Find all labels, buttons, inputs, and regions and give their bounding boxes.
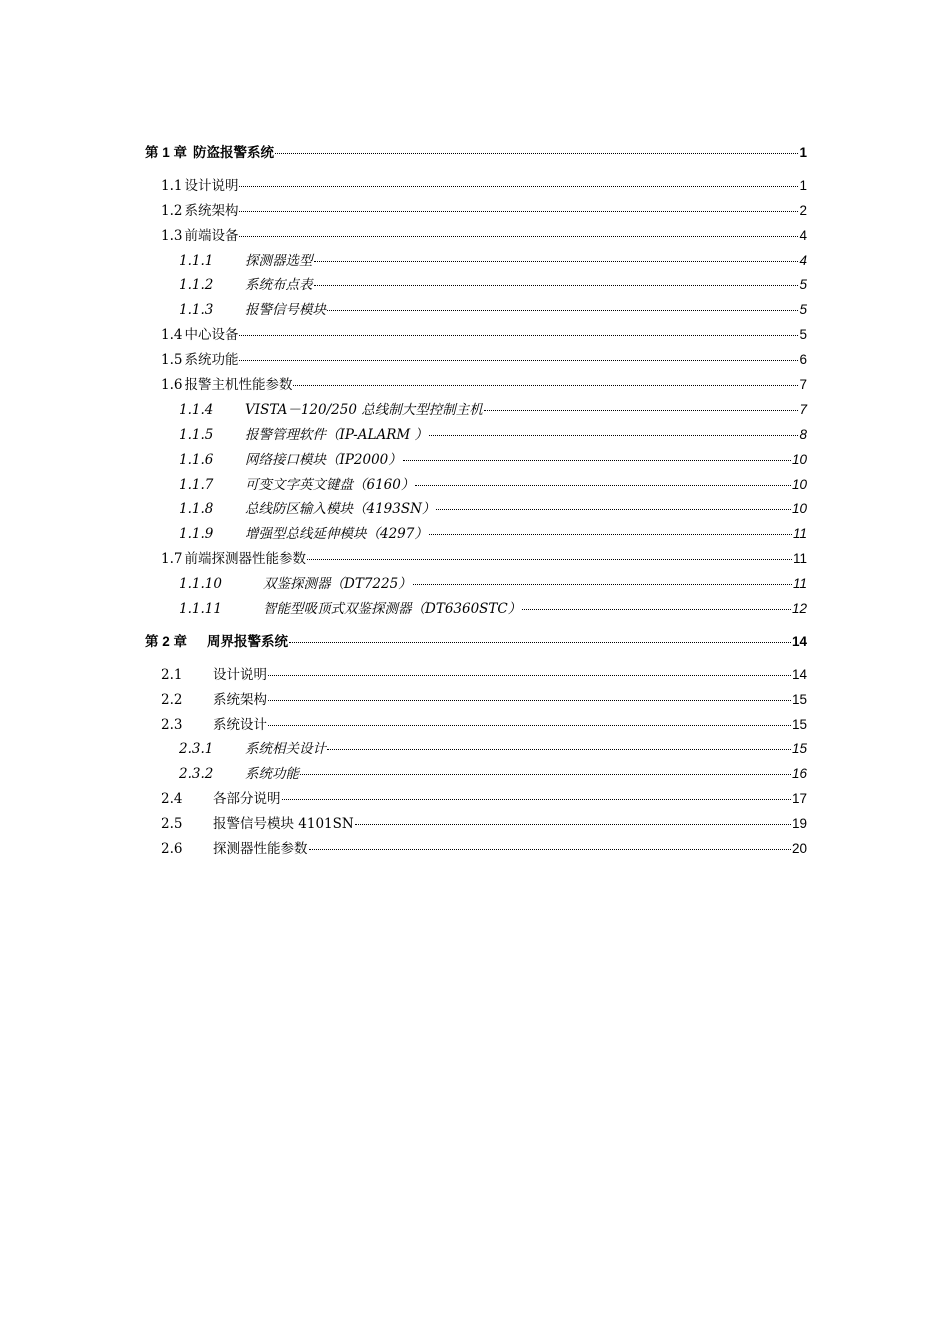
toc-entry-title: 可变文字英文键盘（6160） (245, 476, 415, 493)
toc-entry-number: 1.3 (161, 227, 183, 244)
dot-leader (355, 824, 791, 825)
toc-entry-title: 设计说明 (213, 666, 267, 683)
toc-section[interactable] (145, 787, 807, 812)
toc-entry-title: 报警主机性能参数 (184, 377, 293, 394)
toc-subsection[interactable] (145, 572, 807, 597)
toc-entry-number: 1.1.5 (179, 426, 214, 443)
toc-page-number: 11 (792, 526, 807, 542)
dot-leader (268, 700, 791, 701)
toc-page-number: 20 (791, 841, 807, 857)
table-of-contents (145, 133, 807, 862)
toc-entry-title: 报警信号模块 (245, 302, 326, 319)
toc-section[interactable] (145, 837, 807, 862)
toc-entry-title: 智能型吸顶式双鉴探测器（DT6360STC） (263, 601, 522, 618)
toc-chapter-2[interactable] (145, 630, 807, 655)
toc-page-number: 1 (799, 145, 807, 160)
dot-leader (522, 609, 791, 610)
toc-entry-title: 前端设备 (184, 227, 239, 244)
dot-leader (413, 584, 792, 585)
toc-chapter-1[interactable] (145, 141, 807, 166)
toc-entry-number: 2.1 (161, 666, 183, 683)
toc-page-number: 5 (799, 327, 807, 343)
toc-section[interactable] (145, 812, 807, 837)
toc-entry-number: 1.1.8 (179, 501, 214, 518)
toc-section[interactable] (145, 323, 807, 348)
toc-entry-title: 设计说明 (184, 177, 239, 194)
toc-entry-title: 系统设计 (213, 716, 267, 733)
toc-section[interactable] (145, 663, 807, 688)
toc-page-number: 15 (791, 741, 807, 757)
toc-subsection[interactable] (145, 273, 807, 298)
toc-page-number: 10 (791, 451, 807, 467)
toc-entry-number: 1.1.7 (179, 476, 214, 493)
toc-entry-title: 总线防区输入模块（4193SN） (245, 501, 436, 518)
dot-leader (239, 236, 798, 237)
dot-leader (403, 460, 791, 461)
toc-page-number: 16 (791, 766, 807, 782)
dot-leader (268, 675, 791, 676)
dot-leader (429, 534, 792, 535)
toc-entry-title: 网络接口模块（IP2000） (245, 451, 402, 468)
toc-page-number: 7 (799, 377, 807, 393)
toc-subsection[interactable] (145, 762, 807, 787)
dot-leader (327, 310, 798, 311)
toc-entry-title: 系统架构 (184, 202, 239, 219)
toc-entry-title: 前端探测器性能参数 (184, 551, 306, 568)
toc-entry-title: 系统功能 (245, 766, 299, 783)
toc-section[interactable] (145, 713, 807, 738)
toc-section[interactable] (145, 688, 807, 713)
toc-page-number: 15 (791, 716, 807, 732)
toc-subsection[interactable] (145, 737, 807, 762)
toc-entry-title: 中心设备 (184, 327, 239, 344)
toc-subsection[interactable] (145, 597, 807, 622)
toc-page-number: 2 (799, 202, 807, 218)
dot-leader (484, 410, 799, 411)
dot-leader (429, 435, 799, 436)
toc-entry-number: 1.7 (161, 551, 183, 568)
toc-section[interactable] (145, 373, 807, 398)
dot-leader (309, 849, 791, 850)
toc-entry-number: 2.3.2 (179, 766, 214, 783)
toc-entry-number: 1.1.2 (179, 277, 214, 294)
toc-page-number: 10 (791, 476, 807, 492)
toc-page-number: 12 (791, 601, 807, 617)
toc-chapter-2-items (145, 663, 807, 862)
dot-leader (239, 186, 798, 187)
toc-entry-number: 2.3 (161, 716, 183, 733)
toc-entry-number: 1.1.3 (179, 302, 214, 319)
toc-entry-title: 探测器性能参数 (213, 841, 308, 858)
toc-page-number: 7 (799, 401, 807, 417)
toc-entry-number: 1.1.4 (179, 401, 214, 418)
toc-section[interactable] (145, 199, 807, 224)
dot-leader (239, 211, 798, 212)
toc-entry-number: 1.1 (161, 177, 183, 194)
toc-subsection[interactable] (145, 497, 807, 522)
toc-page-number: 19 (791, 816, 807, 832)
toc-page-number: 5 (799, 302, 807, 318)
toc-entry-title: 系统架构 (213, 691, 267, 708)
toc-entry-number: 2.2 (161, 691, 183, 708)
toc-subsection[interactable] (145, 448, 807, 473)
toc-page-number: 5 (799, 277, 807, 293)
dot-leader (327, 749, 791, 750)
toc-section[interactable] (145, 174, 807, 199)
toc-section[interactable] (145, 547, 807, 572)
dot-leader (275, 153, 798, 154)
toc-chapter-1-items (145, 174, 807, 622)
toc-entry-title: 系统功能 (184, 352, 239, 369)
toc-section[interactable] (145, 348, 807, 373)
toc-entry-title: 系统相关设计 (245, 741, 326, 758)
dot-leader (282, 799, 791, 800)
dot-leader (300, 774, 791, 775)
toc-subsection[interactable] (145, 298, 807, 323)
toc-entry-number: 2.6 (161, 841, 183, 858)
toc-chapter-title: 防盗报警系统 (193, 145, 275, 160)
toc-section[interactable] (145, 224, 807, 249)
dot-leader (314, 261, 799, 262)
toc-page-number: 6 (799, 352, 807, 368)
toc-subsection[interactable] (145, 522, 807, 547)
toc-page-number: 11 (792, 551, 807, 567)
toc-entry-title: 系统布点表 (245, 277, 313, 294)
toc-entry-number: 1.2 (161, 202, 183, 219)
dot-leader (436, 509, 791, 510)
toc-chapter-title: 周界报警系统 (207, 633, 289, 649)
toc-entry-number: 1.1.10 (179, 576, 222, 593)
toc-page-number: 10 (791, 501, 807, 517)
toc-entry-number: 1.1.11 (179, 601, 222, 618)
dot-leader (415, 485, 791, 486)
toc-page-number: 8 (799, 426, 807, 442)
toc-entry-title: 各部分说明 (213, 791, 281, 808)
toc-page-number: 15 (791, 691, 807, 707)
toc-subsection[interactable] (145, 249, 807, 274)
toc-entry-number: 1.1.6 (179, 451, 214, 468)
toc-entry-number: 2.3.1 (179, 741, 214, 758)
toc-entry-number: 1.6 (161, 377, 183, 394)
dot-leader (268, 725, 791, 726)
toc-chapter-number: 第 2 章 (145, 633, 188, 649)
toc-entry-title: 探测器选型 (245, 252, 313, 269)
toc-entry-number: 2.4 (161, 791, 183, 808)
toc-subsection[interactable] (145, 473, 807, 498)
toc-entry-number: 2.5 (161, 816, 183, 833)
toc-page-number: 1 (799, 177, 807, 193)
toc-entry-title: 增强型总线延伸模块（4297） (245, 526, 428, 543)
dot-leader (239, 335, 798, 336)
toc-subsection[interactable] (145, 423, 807, 448)
toc-page-number: 4 (799, 252, 807, 268)
toc-entry-number: 1.4 (161, 327, 183, 344)
dot-leader (314, 285, 799, 286)
toc-chapter-number: 第 1 章 (145, 145, 188, 160)
dot-leader (293, 385, 798, 386)
toc-entry-title: 双鉴探测器（DT7225） (263, 576, 412, 593)
dot-leader (239, 360, 798, 361)
dot-leader (307, 559, 792, 560)
toc-page-number: 14 (791, 666, 807, 682)
dot-leader (289, 642, 791, 643)
toc-page-number: 4 (799, 227, 807, 243)
toc-entry-title: 报警信号模块 4101SN (213, 816, 354, 833)
toc-entry-number: 1.1.1 (179, 252, 214, 269)
toc-page-number: 17 (791, 791, 807, 807)
toc-entry-title: 报警管理软件（IP-ALARM ） (245, 426, 428, 443)
toc-subsection[interactable] (145, 398, 807, 423)
toc-page-number: 11 (792, 576, 807, 592)
toc-entry-number: 1.1.9 (179, 526, 214, 543)
toc-page-number: 14 (791, 633, 807, 649)
toc-entry-title: VISTA－120/250 总线制大型控制主机 (245, 401, 483, 418)
toc-entry-number: 1.5 (161, 352, 183, 369)
